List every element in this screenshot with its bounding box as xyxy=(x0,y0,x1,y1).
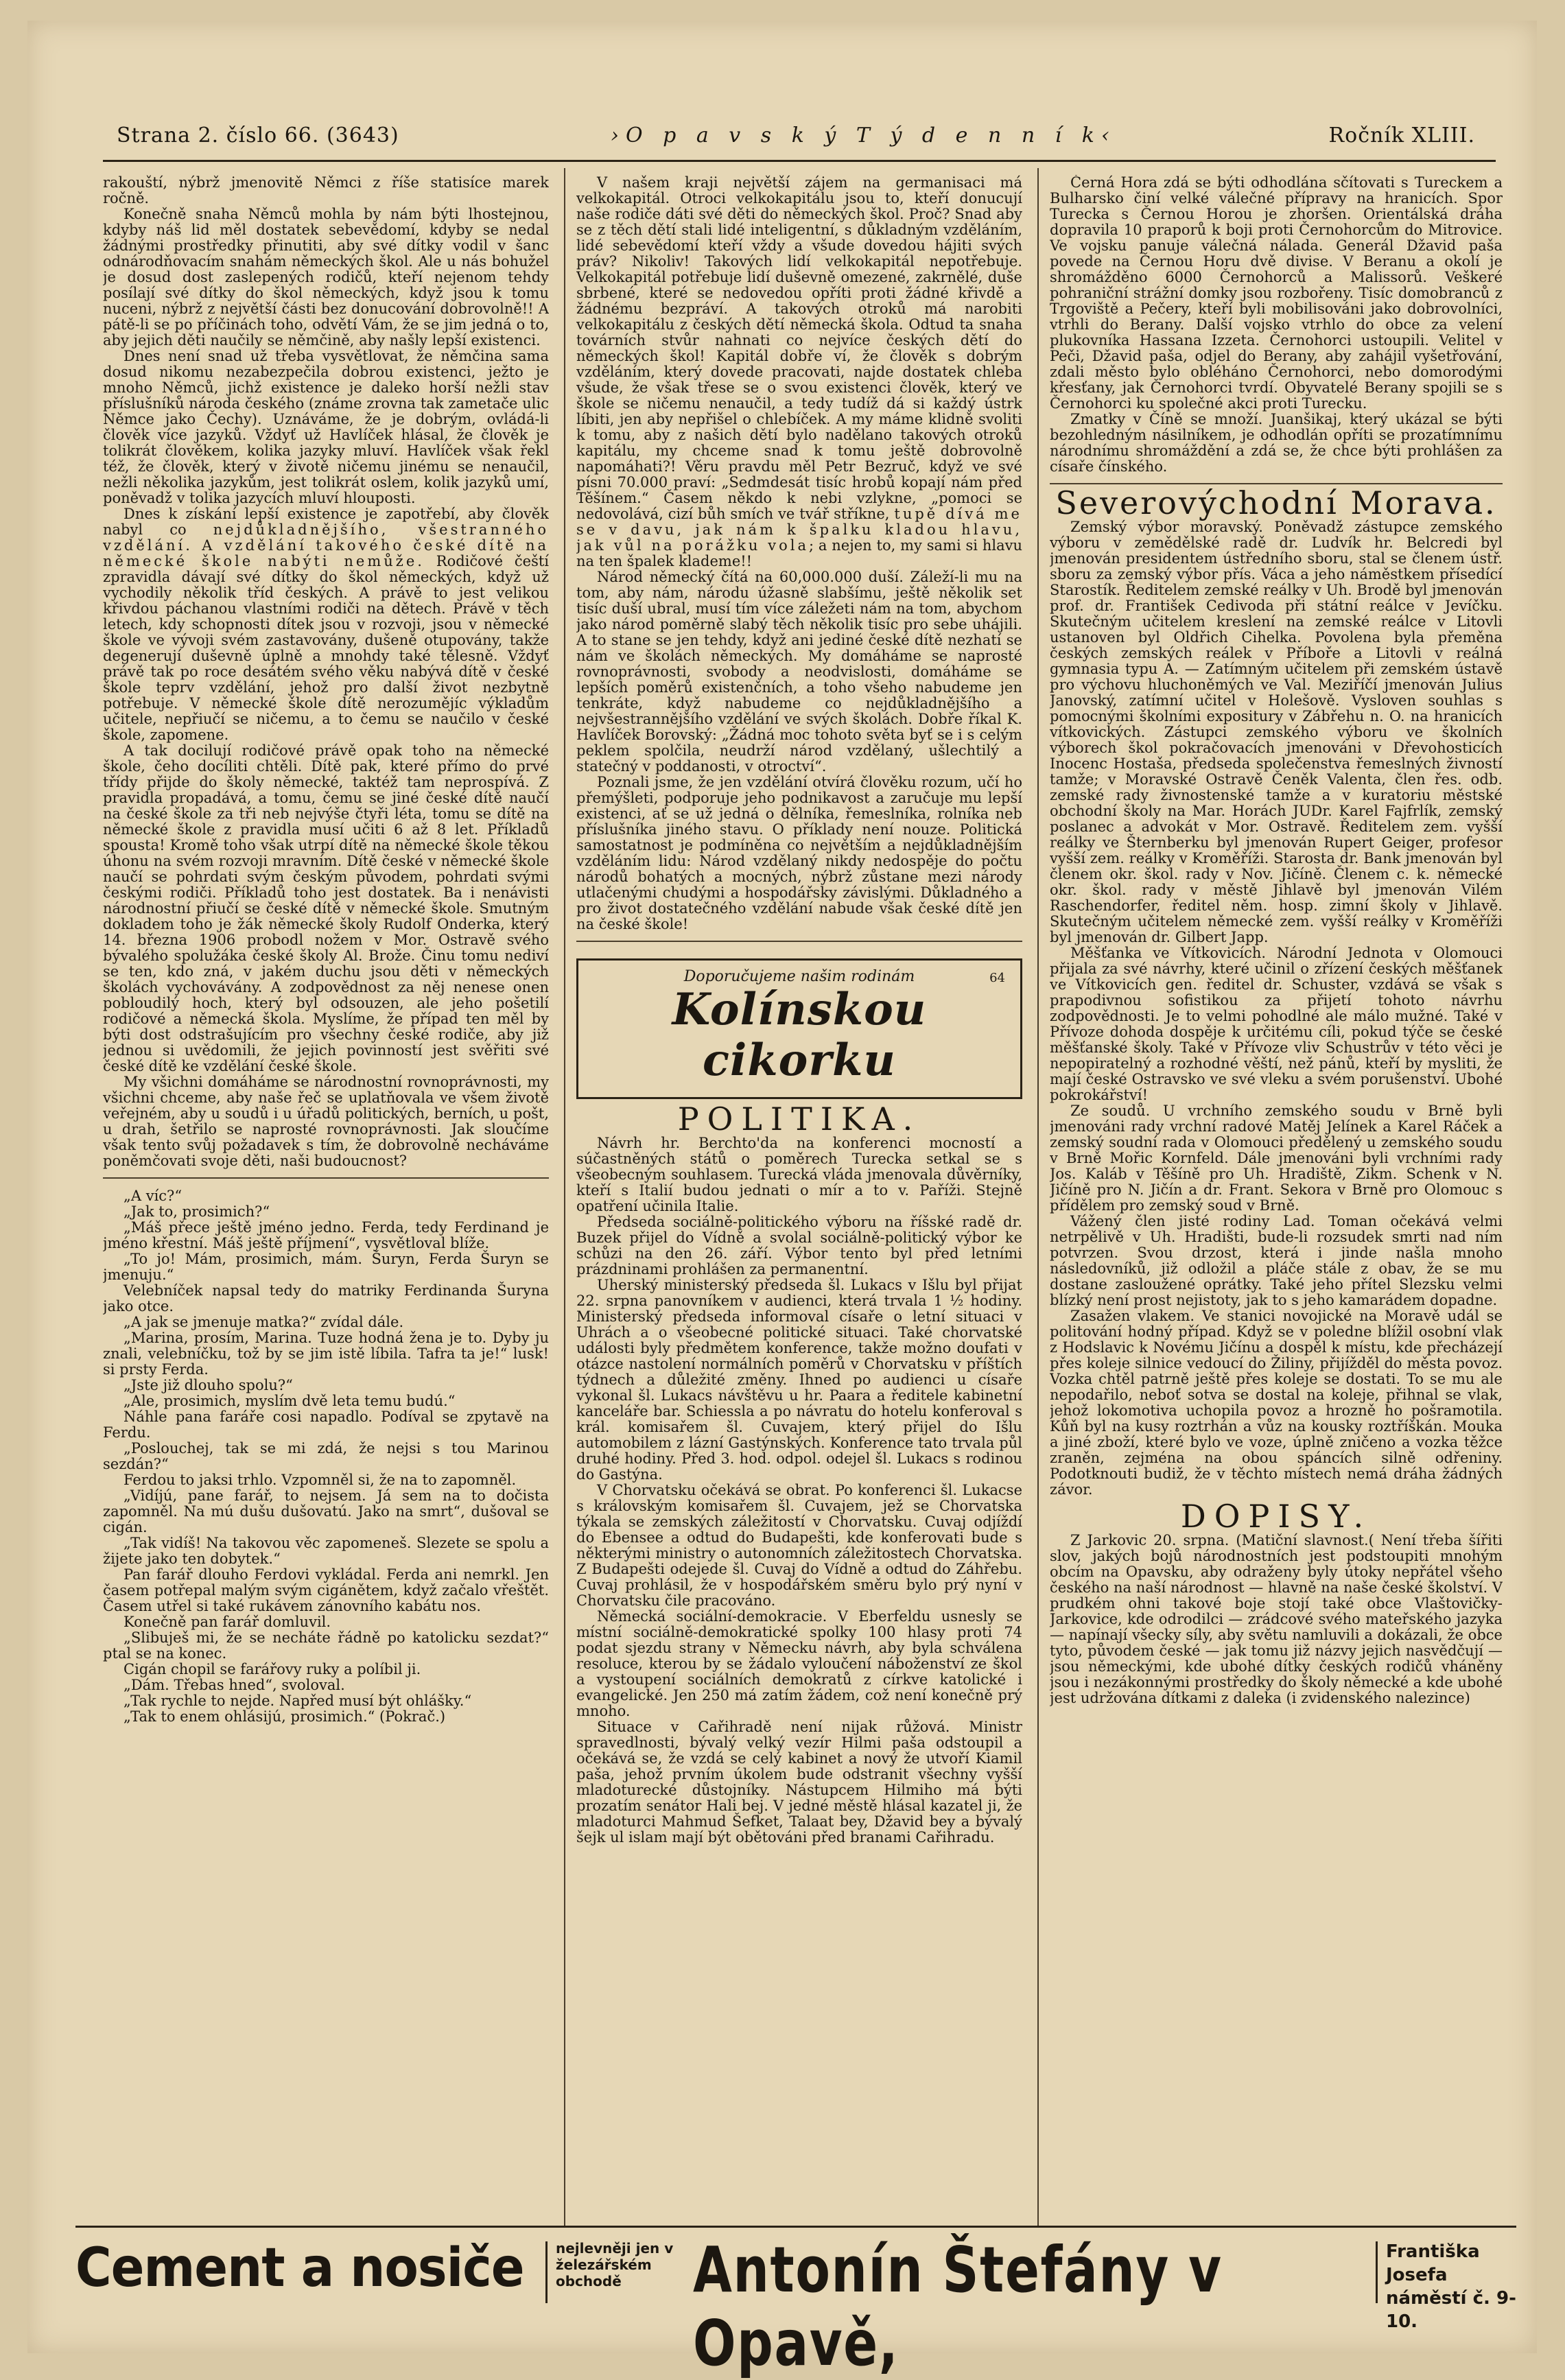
footer-small-text: nejlevněji jen v železářském obchodě xyxy=(556,2240,674,2289)
news-item: Černá Hora zdá se býti odhodlána sčítovati s Tureckem a Bulharsko činí velké válečné přípravy na hranicích. Spor Turecka s Černou Horou je zhoršen. Orientálská dráha dopravila 10 praporů k boji proti Černohorcům do Mitrovice. Ve vojsku panuje válečná nálada. Generál Džavid paša povede na Černou Horu dvě divise. V Beranu a okolí je shromážděno 6000 Černohorců a Malissorů. Veškeré pohraniční strážní domky jsou rozbořeny. Tisíc domobranců z Trgoviště a Pečery, kteří byli mobilisováni jako dobrovolníci, vtrhli do Berany. Další vojsko vtrhlo do obce za velení plukovníka Hassana Izzeta. Černohorci ustoupili. Velitel v Peči, Džavid paša, odjel do Berany, aby zahájil vyšetřování, zdali město bylo obléháno Černohorci, nebo domorodými křesťany, jak Černohorci tvrdí. Obyvatelé Berany spojili se s Černohorci ku společné akci proti Turecku. xyxy=(1050,175,1503,412)
news-item: Vážený člen jisté rodiny Lad. Toman očekává velmi netrpělivě v Uh. Hradišti, bude-li rozsudek smrti nad ním potvrzen. Svou drzost, která i jinde našla mnoho následovníků, již odložil a pláče stále z obav, že se mu dostane zasloužené oprátky. Také jeho přítel Slezsku velmi blízký není prost nejistoty, jak to s jeho kamarádem dopadne. xyxy=(1050,1213,1503,1308)
article-paragraph xyxy=(576,175,1022,569)
spaced-emphasis: tupě dívá me se v davu, jak nám k špalku kladou hlavu, jak vůl na porážku vola xyxy=(576,506,1022,554)
story-line: „Vidíjú, pane farář, to nejsem. Já sem na to dočista zapomněl. Na mú dušu dušovatú. Jako na smrt“, dušoval se cigán. xyxy=(103,1487,549,1535)
news-item: Uherský ministerský předseda šl. Lukacs v Išlu byl přijat 22. srpna panovníkem v audienci, která trvala 1 ½ hodiny. Ministerský předseda informoval císaře o letní situaci v Uhrách a o všeobecné politické situaci. Také chorvatské události byly předmětem konference, takže možno doufati v otázce nastolení normálních poměrů v Chorvatsku v příštích týdnech a důležité změny. Ihned po audienci u císaře vykonal šl. Lukacs návštěvu u hr. Paara a ředitele kabinetní kanceláře bar. Schiessla a po návratu do hotelu konferoval s král. komisařem šl. Cuvajem, který přijel do Išlu automobilem z lázní Gastýnských. Konference tato trvala půl druhé hodiny. Před 3. hod. odpol. odejel šl. Lukacs s rodinou do Gastýna. xyxy=(576,1277,1022,1483)
story-line: „Tak rychle to nejde. Napřed musí být ohlášky.“ xyxy=(123,1693,472,1709)
news-item: Předseda sociálně-politického výboru na říšské radě dr. Buzek přijel do Vídně a svolal sociálně-politický výbor ke schůzi na den 26. září. Výbor tento byl před letními prázdninami prohlášen za permanentní. xyxy=(576,1214,1022,1277)
column-1 xyxy=(103,175,549,2223)
text-run: Rodičové čeští zpravidla dávají své dítky do škol německých, když už vychodily několik tříd českých. A právě to jest velikou křivdou páchanou vlastními rodiči na dětech. Právě v těch letech, kdy schopnosti dítek jsou v rozvoji, jsou v německé škole ve vývoji svém zastavovány, dušeně otupovány, takže degenerují duševně úplně a mnohdy také tělesně. Vždyť právě tak po roce desátém svého věku nabývá dítě v české škole teprv vzdělání, jehož pro další život nezbytně potřebuje. V německé škole dítě nerozumějíc výkladům učitele, nepřiučí se ničemu, a to čemu se naučilo v české škole, zapomene. xyxy=(103,553,549,743)
advertisement-box xyxy=(576,958,1022,1099)
footer-rule xyxy=(75,2226,1516,2228)
story-line: „A víc?“ xyxy=(123,1188,183,1204)
story-line: Pan farář dlouho Ferdovi vykládal. Ferda ani nemrkl. Jen časem potřepal malým svým cigánětem, když začalo vřeštět. Časem utřel si také rukávem zánovního kabátu nos. xyxy=(103,1566,549,1614)
column-3 xyxy=(1050,175,1503,2223)
newspaper-page xyxy=(27,21,1537,2380)
news-item: Situace v Cařihradě není nijak růžová. Ministr spravedlnosti, bývalý velký vezír Hilmi paša odstoupil a očekává se, že vzdá se celý kabinet a nový že utvoří Kiamil paša, jehož prvním úkolem bude odstranit všechny vyšší mladoturecké důstojníky. Nástupcem Hilmiho má býti prozatím senátor Hali bej. V jedné městě hlásal kazatel ji, že mladoturci Mahmud Šefket, Talaat bey, Džavid bey a bývalý šejk ul islam mají být obětováni před branami Cařihradu. xyxy=(576,1719,1022,1846)
news-item: Návrh hr. Berchto'da na konferenci mocností a súčastněných států o poměrech Turecka setkal se s všeobecným souhlasem. Turecká vláda jmenovala důvěrníky, kteří s Italií budou jednati o mír a to v. Paříži. Stejně opatření učinila Italie. xyxy=(576,1135,1022,1214)
text-run: Dnes k získání lepší existence je zapotřebí, aby člověk nabyl co xyxy=(103,506,549,538)
story-line: „Ale, prosimich, myslím dvě leta temu budú.“ xyxy=(123,1393,456,1409)
story-line: „Slibuješ mi, že se necháte řádně po katolicku sezdat?“ ptal se na konec. xyxy=(103,1629,549,1662)
section-heading-morava: Severovýchodní Morava. xyxy=(1055,484,1497,521)
column-divider xyxy=(1037,168,1039,2226)
footer-advertisement xyxy=(75,2233,1516,2380)
news-item: V Chorvatsku očekává se obrat. Po konferenci šl. Lukacse s královským komisařem šl. Cuvajem, jež se Chorvatska týkala se zemských záležitostí v Chorvatsku. Cuvaj odjíždí do Ebensee a odtud do Budapešti, kde konferovati bude s některými ministry o autonomních záležitostech Chorvatska. Z Budapešti odejede šl. Cuvaj do Vídně a odtud do Záhřebu. Cuvaj prohlásil, že v hospodářském směru bylo prý nyní v Chorvatsku čile pracováno. xyxy=(576,1482,1022,1609)
header-rule xyxy=(103,160,1496,162)
article-paragraph: rakouští, nýbrž jmenovitě Němci z říše statisíce marek ročně. xyxy=(103,175,549,207)
news-item: Ze soudů. U vrchního zemského soudu v Brně byli jmenováni rady vrchní radové Matěj Jelínek a Karel Ráček a zemský soudní rada v Olomouci předělený u zemského soudu v Brně Mořic Kornfeld. Dále jmenováni byli vrchními rady Jos. Kaláb v Těšíně pro Uh. Hradiště, Zikm. Schenk v N. Jičíně pro N. Jičín a dr. Frant. Sekora v Brně pro Olomouc s přídělem pro zemský soud v Brně. xyxy=(1050,1103,1503,1214)
story-line: „Jste již dlouho spolu?“ xyxy=(123,1377,293,1393)
header-title: ›O p a v s k ý T ý d e n n í k‹ xyxy=(611,123,1116,148)
news-item: Měšťanka ve Vítkovicích. Národní Jednota v Olomouci přijala za své návrhy, které učinil o zřízení českých měšťanek ve Vítkovicích gen. ředitel dr. Schuster, vzdává se však s prapodivnou sofistikou za přijetí tohoto návrhu zodpovědnosti. Je to velmi pohodlné ale málo mužné. Také v Přívoze dohoda dospěje k určitému cíli, pokud týče se české měšťanské školy. Také v Přívoze vliv Schustrův v této věci je nepopiratelný a rozhodné věští, než pánů, kteří by mysliti, že mají české Ostravsko ve své vleku a svém porušenství. Ubohé pokrokářství! xyxy=(1050,945,1503,1103)
story-line: „To jo! Mám, prosimich, mám. Šuryn, Ferda Šuryn se jmenuju.“ xyxy=(103,1251,549,1283)
article-end-rule xyxy=(576,941,1022,942)
text-run: V našem kraji největší zájem na germanisaci má velkokapitál. Otroci velkokapitálu jsou to, kteří donucují naše rodiče dáti své děti do německých škol. Proč? Snad aby se z těch dětí stali lidé inteligentní, s důkladným vzděláním, lidé sebevědomí kteří vždy a všude dovedou hájiti svých práv? Nikoliv! Takových lidí velkokapitál nepotřebuje. Velkokapitál potřebuje lidí duševně omezené, zakrnělé, duše sbrbené, které se nedovedou opříti proti žádné křivdě a žádnému bezpráví. A takových otroků má narobiti velkokapitálu z českých dětí německá škola. Odtud ta snaha továrních stvůr nahnati co nejvíce českých dětí do německých škol! Kapitál dobře ví, že člověk s dobrým vzděláním, který dovede pracovati, najde dostatek chleba všude, že však třese se o svou existenci člověk, který ve škole se ničemu nenaučil, a tedy tudíž dá si každý ústrk líbiti, jen aby nepřišel o chlebíček. A my máme klidně svoliti k tomu, aby z našich dětí bylo nadělano takových otroků kapitálu, my chceme snad k tomu ještě dobrovolně napomáhati?! Věru pravdu měl Petr Bezruč, když ve své písni 70.000 praví: „Sedmdesát tisíc hrobů kopají nám před Těšínem.“ Časem někdo k nebi vzlykne, „pomoci se nedovolává, cizí bůh smích ve tvář stříkne, xyxy=(576,175,1022,522)
news-item: Německá sociální-demokracie. V Eberfeldu usnesly se místní sociálně-demokratické spolky 100 hlasy proti 74 podat sjezdu strany v Německu návrh, aby byla schválena resoluce, kterou by se žádalo vyloučení náboženství ze škol a vystoupení sociálních demokratů z církve katolické i evangelické. Jen 250 má zatím žádem, což není konečně prý mnoho. xyxy=(576,1608,1022,1719)
story-line: „A jak se jmenuje matka?“ zvídal dále. xyxy=(123,1314,404,1330)
article-paragraph xyxy=(103,506,549,743)
story-line: „Dám. Třebas hned“, svoloval. xyxy=(123,1677,345,1693)
footer-product: Cement a nosiče xyxy=(75,2237,524,2299)
news-item: Zemský výbor moravský. Poněvadž zástupce zemského výboru v zemědělské radě dr. Ludvík hr. Belcredi byl jmenován presidentem ústředního sboru, stal se členem ústř. sboru za zemský výbor přís. Váca a jeho náměstkem přísedící Starostík. Ředitelem zemské reálky v Uh. Brodě byl jmenován prof. dr. František Cedivoda při státní reálce v Jevíčku. Skutečným učitelem kreslení na zemské reálce v Litovli ustanoven byl Oldřich Cihelka. Povolena byla přeměna českých zemských reálek v Příboře a Litovli v reálná gymnasia typu A. — Zatímným učitelem při zemském ústavě pro výchovu hluchoněmých ve Val. Meziříčí jmenován Julius Janovský, zatímní učitel v Holešově. Vysloven souhlas s pomocnými školními expositury v Zábřehu n. O. na hranicích vítkovických. Zástupci zemského výboru ve školních výborech škol pokračovacích jmenováni v Dřevohosticích Inocenc Hostaša, předseda společenstva řemeslných živností tamže; v Moravské Ostravě Čeněk Valenta, člen řes. odb. zemské rady živnostenské tamže a v kuratoriu městské obchodní školy na Mar. Horách JUDr. Karel Fajfrlík, zemský poslanec a advokát v Mor. Ostravě. Ředitelem zem. vyšší reálky ve Šternberku byl jmenován Rupert Geiger, profesor vyšší zem. reálky v Kroměříži. Starosta dr. Bank jmenován byl členem okr. škol. rady v Nov. Jičíně. Členem c. k. německé okr. škol. rady v městě Jihlavě byl jmenován Vilém Raschendorfer, ředitel něm. hosp. zimní školy v Jihlavě. Skutečným učitelem německé zem. vyšší reálky v Kroměříži byl jmenován dr. Gilbert Japp. xyxy=(1050,519,1503,945)
ad-product: Kolínskou cikorku xyxy=(672,984,927,1086)
ad-tagline: Doporučujeme našim rodinám xyxy=(683,968,915,985)
story-line: „Marina, prosím, Marina. Tuze hodná žena je to. Dyby ju znali, velebníčku, tož by se jim istě líbila. Tafra ta je!“ lusk! si prsty Ferda. xyxy=(103,1330,549,1378)
footer-divider xyxy=(1376,2241,1378,2303)
article-paragraph: Poznali jsme, že jen vzdělání otvírá člověku rozum, učí ho přemýšleti, podporuje jeho podnikavost a zaručuje mu lepší existenci, ať se už jedná o dělníka, řemeslníka, rolníka neb příslušníka jiného stavu. O příklady není nouze. Politická samostatnost je podmíněna co největším a nejdůkladnějším vzděláním lidu: Národ vzdělaný nikdy nedospěje do počtu národů bohatých a mocných, nýbrž zůstane mezi národy utlačenými chudými a hospodářsky závislými. Důkladného a pro život dostatečného vzdělání nabude však české dítě jen na české škole! xyxy=(576,774,1022,932)
story-line: „Máš přece ještě jméno jedno. Ferda, tedy Ferdinand je jméno křestní. Máš ještě příjmení“, vysvětloval blíže. xyxy=(103,1219,549,1251)
page-header xyxy=(117,123,1475,158)
article-paragraph: Konečně snaha Němců mohla by nám býti lhostejnou, kdyby náš lid měl dostatek sebevědomí, kdyby se nedal žádnými prostředky přinutiti, aby své dítky vodil v šanc odnárodňovacím snahám německých škol. Ale u nás bohužel je dosud dost zaslepených rodičů, kteří nejenom tehdy posílají své dítky do škol německých, když jsou k tomu nuceni, nýbrž z největší části bez donucování dobrovolně!! A pátě-li se po příčinách toho, odvětí Vám, že se jim jedná o to, aby jejich děti naučily se němčině, aby našly lepší existenci. xyxy=(103,206,549,349)
article-end-rule xyxy=(103,1177,549,1179)
news-item: Zasažen vlakem. Ve stanici novojické na Moravě udál se politování hodný případ. Když se v poledne blížil osobní vlak z Hodslavic k Novému Jičínu a dospěl k místu, kde přecházejí přes koleje silnice vedoucí do Žiliny, přijížděl do města povoz. Vozka chtěl patrně ještě přes koleje se dostati. To se mu ale nepodařilo, neboť sotva se dostal na koleje, přihnal se vlak, jehož lokomotiva uchopila povoz a hrozně ho pošramotila. Kůň byl na kusy roztrhán a vůz na kousky roztříškán. Mouka a jiné zboží, které bylo ve voze, úplně zničeno a vozka těžce zraněn, zejména na obou spáncích silně odřeniny. Podotknouti budiž, že v těchto místech nemá dráha žádných závor. xyxy=(1050,1308,1503,1498)
story-line: „Tak vidíš! Na takovou věc zapomeneš. Slezete se spolu a žijete jako ten dobytek.“ xyxy=(103,1535,549,1567)
article-paragraph: A tak docilují rodičové právě opak toho na německé škole, čeho docíliti chtěli. Dítě pak, které přímo do prvé třídy přijde do školy německé, taktéž tam neprospívá. Z pravidla propadává, a tomu, čemu se jiné české dítě naučí na české škole za tři neb nejvýše čtyři léta, tomu se dítě na německé škole z pravidla musí učiti 6 až 8 let. Příkladů spousta! Kromě toho však utrpí dítě na německé škole těkou úhonu na svém rozvoji mravním. Dítě české v německé škole naučí se pohrdati svým českým původem, pohrdati svými českými rodiči. Příkladů toho jest dostatek. Ba i nenávisti národnostní přiučí se české dítě v německé škole. Smutným dokladem toho je žák německé školy Rudolf Onderka, který 14. března 1906 probodl nožem v Mor. Ostravě svého bývalého spolužáka české školy Al. Brože. Činu tomu nediví se ten, kdo zná, v jakém duchu jsou děti v německých školách vychovávány. A zodpovědnost za něj nenese onen pobloudilý hoch, který byl odsouzen, ale jeho pošetilí rodičové a německá škola. Myslíme, že případ ten měl by býti dost odstrašujícím pro všechny české rodiče, aby již jednou si uvědomili, že jejich povinností jest svěřiti své české dítě ke vzdělání české škole. xyxy=(103,742,549,1074)
news-item: Zmatky v Číně se množí. Juanšikaj, který ukázal se býti bezohledným násilníkem, je odhodlán opříti se prozatímnímu národnímu shromáždění a zdá se, že chce býti prohlášen za císaře čínského. xyxy=(1050,411,1503,475)
story-line: Náhle pana faráře cosi napadlo. Podíval se zpytavě na Ferdu. xyxy=(103,1409,549,1441)
header-issue: Strana 2. číslo 66. (3643) xyxy=(117,123,399,148)
header-volume: Ročník XLIII. xyxy=(1328,123,1475,148)
footer-merchant-name: Antonín Štefány v Opavě, xyxy=(693,2233,1223,2380)
spaced-emphasis: nejdůkladnějšího, všestranného vzdělání. A vzdělání takového české dítě na německé škole nabýti nemůže. xyxy=(103,521,549,569)
story-line: Velebníček napsal tedy do matriky Ferdinanda Šuryna jako otce. xyxy=(103,1282,549,1315)
column-2 xyxy=(576,175,1022,2223)
story-line: „Poslouchej, tak se mi zdá, že nejsi s tou Marinou sezdán?“ xyxy=(103,1440,549,1472)
story-line: Ferdou to jaksi trhlo. Vzpomněl si, že na to zapomněl. xyxy=(123,1472,517,1488)
ad-number: 64 xyxy=(989,971,1005,985)
footer-address: Františka Josefa náměstí č. 9-10. xyxy=(1386,2241,1516,2332)
article-paragraph: My všichni domáháme se národnostní rovnoprávnosti, my všichni chceme, aby naše řeč se uplatňovala ve všem životě veřejném, aby u soudů i u úřadů politických, berních, u pošt, u drah, šetřilo se naprosté rovnoprávnosti. Jak sloučíme však tento svůj požadavek s tím, že dobrovolně necháváme poněmčovati svoje děti, naši budoucnost? xyxy=(103,1074,549,1169)
story-line: „Jak to, prosimich?“ xyxy=(123,1203,270,1220)
story-line: Konečně pan farář domluvil. xyxy=(123,1614,331,1630)
text-run: ; a nejen to, my sami si hlavu na ten špalek klademe!! xyxy=(576,537,1022,569)
letter-item: Z Jarkovic 20. srpna. (Matiční slavnost.( Není třeba šířiti slov, jakých bojů národnostních jest podstoupiti mnohým obcím na Opavsku, aby odraženy byly útoky nepřátel všeho českého na naší národnost — hlavně na naše české školství. V prudkém ohni takové boje stojí také obce Vlaštovičky-Jarkovice, kde odrodilci — zrádcové svého mateřského jazyka — napínají všecky síly, aby světu namluvili a dokázali, že obce tyto, původem české — jak tomu již názvy jejich nasvědčují — jsou německými, kde ubohé dítky českých rodičů vháněny jsou i nezákonnými prostředky do školy německé a kde ubohé jest udržována dítkami z daleka (i zvidenského nalezince) xyxy=(1050,1532,1503,1706)
article-paragraph: Národ německý čítá na 60,000.000 duší. Záleží-li mu na tom, aby nám, národu úžasně slabšímu, ještě několik set tisíc duší ubral, musí tím více záležeti nám na tom, abychom jako národ poměrně slabý těch několik tisíc pro sebe uhájili. A to stane se jen tehdy, když ani jediné české dítě nezhatí se nám ve školách německých. My domáháme se naprosté rovnoprávnosti, svobody a neodvislosti, domáháme se lepších poměrů existenčních, a toho všeho nabudeme jen tenkráte, když nabudeme co nejdůkladnějšího a nejvšestrannějšího vzdělání ve svých školách. Dobře říkal K. Havlíček Borovský: „Žádná moc tohoto světa byť se i s celým peklem spolčila, neudrží národ vzdělaný, ušlechtilý a statečný v poddanosti, v otroctví“. xyxy=(576,569,1022,775)
footer-divider xyxy=(545,2241,548,2303)
section-heading-politika: POLITIKA. xyxy=(677,1100,921,1138)
column-divider xyxy=(564,168,565,2226)
article-paragraph: Dnes není snad už třeba vysvětlovat, že němčina sama dosud nikomu nezabezpečila dobrou existenci, ježto je mnoho Němců, jichž existence je daleko horší nežli stav příslušníků národa českého (známe zrovna tak zametače ulic Němce jako Čechy). Uznáváme, že je dobrým, ovládá-li člověk více jazyků. Vždyť už Havlíček hlásal, že člověk je tolikrát člověkem, kolika jazyky mluví. Havlíček však řekl též, že člověk, který v životě ničemu jinému se nenaučil, nežli několika jazykům, jest tolikrát oslem, kolik jazyků umí, poněvadž v tolika jazycích mluví hlouposti. xyxy=(103,348,549,506)
section-heading-dopisy: DOPISY. xyxy=(1180,1498,1372,1535)
story-line: „Tak to enem ohlásijú, prosimich.“ (Pokrač.) xyxy=(123,1708,446,1725)
story-line: Cigán chopil se farářovy ruky a políbil ji. xyxy=(123,1661,421,1677)
